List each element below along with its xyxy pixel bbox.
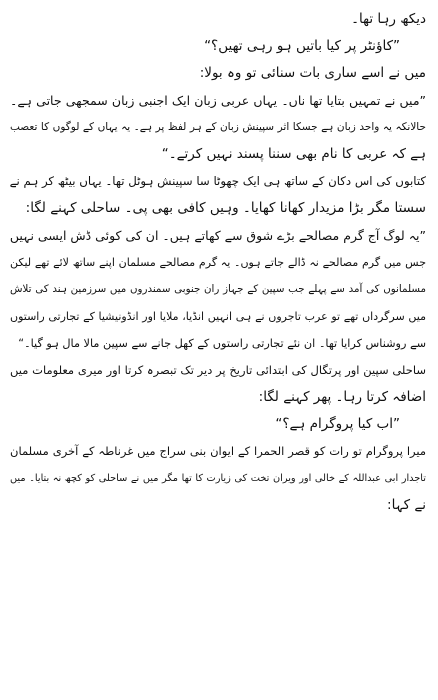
text-line: ہے کہ عربی کا نام بھی سننا پسند نہیں کرتے۔“ <box>161 146 426 162</box>
text-line: کتابوں کی اس دکان کے ساتھ ہی ایک چھوٹا سا سپینش ہوٹل تھا۔ یہاں بیٹھ کر ہم نے <box>10 174 426 188</box>
text-line: سستا مگر بڑا مزیدار کھانا کھایا۔ وہیں کافی بھی پی۔ ساحلی کہنے لگا: <box>25 200 426 216</box>
text-line: جس میں گرم مصالحے نہ ڈالے جاتے ہوں۔ یہ گرم مصالحے مسلمان اپنے ساتھ لائے تھے لیکن <box>10 256 426 269</box>
text-line: ”اب کیا پروگرام ہے؟“ <box>275 416 400 432</box>
text-line: میں سرگرداں تھے تو عرب تاجروں نے ہی انہیں انڈیا، ملایا اور انڈونیشیا کے تجارتی راستوں <box>10 310 426 323</box>
text-line: سے روشناس کرایا تھا۔ ان نئے تجارتی راستوں کے کھل جانے سے سپین مالا مال ہو گیا۔“ <box>18 337 426 350</box>
text-line: میں نے اسے ساری بات سنائی تو وہ بولا: <box>199 65 426 81</box>
text-line: ”کاؤنٹر پر کیا باتیں ہو رہی تھیں؟“ <box>204 38 400 54</box>
text-line: حالانکہ یہ واحد زبان ہے جسکا اثر سپینش زبان کے ہر لفظ پر ہے۔ یہ یہاں کے لوگوں کا تعصب <box>10 121 426 133</box>
text-line: نے کہا: <box>387 497 426 513</box>
text-line: اضافہ کرتا رہا۔ پھر کہنے لگا: <box>258 389 426 405</box>
text-line: تاجدار ابی عبداللہ کے خالی اور ویران تخت کی زیارت کا تھا مگر میں نے ساحلی کو کچھ نہ بتایا۔ میں <box>10 473 426 484</box>
text-line: ”یہ لوگ آج گرم مصالحے بڑے شوق سے کھاتے ہیں۔ ان کی کوئی ڈش ایسی نہیں <box>10 228 426 243</box>
text-line: مسلمانوں کی آمد سے پہلے جب سپین کے جہاز ران جنوبی سمندروں میں سرزمین ہند کی تلاش <box>10 283 426 295</box>
text-line: دیکھ رہا تھا۔ <box>351 11 426 27</box>
text-line: ”میں نے تمہیں بتایا تھا ناں۔ یہاں عربی زبان ایک اجنبی زبان سمجھی جاتی ہے۔ <box>10 93 426 108</box>
text-line: میرا پروگرام تو رات کو قصر الحمرا کے ایوان بنی سراج میں غرناطہ کے آخری مسلمان <box>10 444 426 458</box>
text-line: ساحلی سپین اور پرتگال کی ابتدائی تاریخ پر دیر تک تبصرہ کرتا اور میری معلومات میں <box>10 363 426 377</box>
